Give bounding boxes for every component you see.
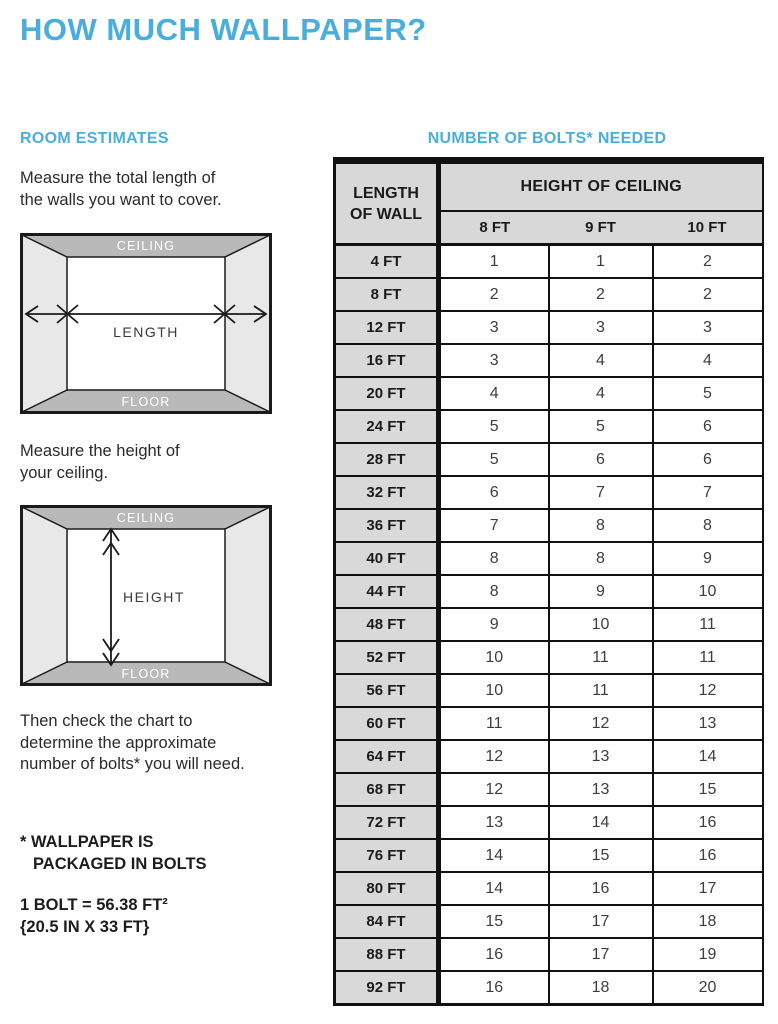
room-estimates-heading: ROOM ESTIMATES (20, 130, 169, 147)
table-row (335, 641, 763, 674)
bolt-count-cell: 2 (549, 278, 653, 311)
left-wall-panel (22, 507, 67, 684)
bolt-count-cell: 8 (549, 509, 653, 542)
height-of-ceiling-header: HEIGHT OF CEILING (439, 161, 763, 212)
bolt-count-cell: 11 (549, 641, 653, 674)
table-row (335, 938, 763, 971)
wall-length-cell: 12 FT (335, 311, 439, 344)
bolt-count-cell: 2 (653, 245, 763, 279)
wall-length-cell: 20 FT (335, 377, 439, 410)
height-room-diagram (20, 505, 272, 686)
instruction-line: determine the approximate (20, 733, 217, 752)
table-row (335, 245, 763, 279)
floor-label: FLOOR (121, 667, 171, 681)
column-header-8ft: 8 FT (439, 211, 549, 245)
bolt-count-cell: 12 (439, 773, 549, 806)
bolt-count-cell: 11 (653, 641, 763, 674)
wall-length-cell: 64 FT (335, 740, 439, 773)
bolt-count-cell: 17 (549, 905, 653, 938)
column-header-9ft: 9 FT (549, 211, 653, 245)
bolt-count-cell: 8 (439, 542, 549, 575)
wall-length-cell: 44 FT (335, 575, 439, 608)
footnote-line: {20.5 IN X 33 FT} (20, 918, 150, 936)
column-header-10ft: 10 FT (653, 211, 763, 245)
bolts-needed-table (333, 157, 764, 1006)
wall-length-cell: 80 FT (335, 872, 439, 905)
header-line: LENGTH (353, 184, 419, 202)
bolt-count-cell: 5 (439, 443, 549, 476)
wall-length-cell: 48 FT (335, 608, 439, 641)
wall-length-cell: 56 FT (335, 674, 439, 707)
bolt-count-cell: 13 (439, 806, 549, 839)
table-row (335, 740, 763, 773)
ceiling-label: CEILING (116, 239, 176, 253)
bolt-count-cell: 17 (549, 938, 653, 971)
wall-length-cell: 36 FT (335, 509, 439, 542)
table-row (335, 971, 763, 1005)
bolt-count-cell: 9 (439, 608, 549, 641)
bolt-count-cell: 16 (653, 839, 763, 872)
footnote-line: * WALLPAPER IS (20, 833, 154, 851)
footnote-line: 1 BOLT = 56.38 FT² (20, 896, 168, 914)
bolt-count-cell: 11 (439, 707, 549, 740)
check-chart-instruction (20, 711, 320, 776)
table-row (335, 542, 763, 575)
wall-length-cell: 84 FT (335, 905, 439, 938)
table-row (335, 872, 763, 905)
instruction-line: Measure the total length of (20, 169, 216, 187)
table-row (335, 905, 763, 938)
bolt-count-cell: 15 (653, 773, 763, 806)
bolt-count-cell: 14 (653, 740, 763, 773)
bolt-count-cell: 3 (549, 311, 653, 344)
bolts-needed-heading: NUMBER OF BOLTS* NEEDED (427, 130, 667, 147)
instruction-line: number of bolts* you will need. (20, 755, 245, 773)
bolt-count-cell: 20 (653, 971, 763, 1005)
bolt-count-cell: 2 (653, 278, 763, 311)
wall-length-cell: 60 FT (335, 707, 439, 740)
right-wall-panel (225, 507, 270, 684)
wall-length-cell: 32 FT (335, 476, 439, 509)
table-row (335, 377, 763, 410)
bolt-count-cell: 6 (653, 443, 763, 476)
bolt-count-cell: 17 (653, 872, 763, 905)
measure-height-instruction (20, 441, 320, 484)
table-row (335, 608, 763, 641)
bolt-count-cell: 10 (549, 608, 653, 641)
table-row (335, 509, 763, 542)
table-row (335, 443, 763, 476)
length-label: LENGTH (113, 324, 179, 340)
table-row (335, 674, 763, 707)
bolt-count-cell: 6 (549, 443, 653, 476)
wall-length-cell: 40 FT (335, 542, 439, 575)
wall-length-cell: 16 FT (335, 344, 439, 377)
bolt-count-cell: 3 (439, 311, 549, 344)
wall-length-cell: 4 FT (335, 245, 439, 279)
bolt-count-cell: 8 (653, 509, 763, 542)
table-row (335, 410, 763, 443)
bolt-count-cell: 15 (439, 905, 549, 938)
left-wall-panel (22, 235, 67, 412)
bolt-count-cell: 14 (439, 872, 549, 905)
instruction-line: the walls you want to cover. (20, 190, 222, 209)
table-row (335, 806, 763, 839)
bolt-count-cell: 7 (549, 476, 653, 509)
bolt-count-cell: 4 (653, 344, 763, 377)
bolt-count-cell: 7 (439, 509, 549, 542)
bolt-count-cell: 10 (653, 575, 763, 608)
bolt-count-cell: 9 (549, 575, 653, 608)
table-row (335, 476, 763, 509)
instruction-line: Measure the height of (20, 442, 180, 460)
table-row (335, 311, 763, 344)
bolt-count-cell: 14 (439, 839, 549, 872)
bolt-count-cell: 15 (549, 839, 653, 872)
bolt-count-cell: 16 (653, 806, 763, 839)
wall-length-cell: 52 FT (335, 641, 439, 674)
bolt-count-cell: 12 (439, 740, 549, 773)
bolt-count-cell: 4 (549, 344, 653, 377)
bolt-count-cell: 8 (439, 575, 549, 608)
bolt-count-cell: 4 (549, 377, 653, 410)
table-row (335, 707, 763, 740)
floor-label: FLOOR (121, 395, 171, 409)
wall-length-cell: 24 FT (335, 410, 439, 443)
height-label: HEIGHT (123, 589, 185, 605)
wall-length-cell: 28 FT (335, 443, 439, 476)
bolt-count-cell: 12 (653, 674, 763, 707)
bolt-count-cell: 3 (439, 344, 549, 377)
header-line: OF WALL (350, 205, 422, 223)
table-row (335, 773, 763, 806)
bolt-count-cell: 8 (549, 542, 653, 575)
bolt-count-cell: 1 (549, 245, 653, 279)
wall-length-cell: 68 FT (335, 773, 439, 806)
bolt-count-cell: 19 (653, 938, 763, 971)
bolt-count-cell: 14 (549, 806, 653, 839)
bolt-count-cell: 6 (439, 476, 549, 509)
bolt-count-cell: 13 (549, 773, 653, 806)
instruction-line: Then check the chart to (20, 712, 193, 730)
bolt-count-cell: 5 (549, 410, 653, 443)
bolt-count-cell: 16 (439, 938, 549, 971)
page-title: HOW MUCH WALLPAPER? (20, 12, 427, 47)
bolt-count-cell: 18 (653, 905, 763, 938)
bolt-count-cell: 12 (549, 707, 653, 740)
ceiling-label: CEILING (116, 511, 176, 525)
table-row (335, 839, 763, 872)
instruction-line: your ceiling. (20, 463, 109, 482)
bolt-count-cell: 1 (439, 245, 549, 279)
bolt-count-cell: 5 (653, 377, 763, 410)
measure-length-instruction (20, 168, 320, 211)
length-of-wall-header (335, 161, 439, 245)
wall-length-cell: 76 FT (335, 839, 439, 872)
bolt-count-cell: 7 (653, 476, 763, 509)
table-row (335, 575, 763, 608)
bolt-count-cell: 5 (439, 410, 549, 443)
bolt-count-cell: 11 (549, 674, 653, 707)
bolt-count-cell: 13 (549, 740, 653, 773)
bolt-count-cell: 9 (653, 542, 763, 575)
table-header-row (335, 161, 763, 212)
length-room-diagram (20, 233, 272, 414)
bolt-count-cell: 18 (549, 971, 653, 1005)
table-row (335, 344, 763, 377)
bolt-count-cell: 16 (549, 872, 653, 905)
bolt-count-cell: 6 (653, 410, 763, 443)
bolt-count-cell: 11 (653, 608, 763, 641)
wallpaper-bolts-footnote (20, 831, 320, 875)
bolt-count-cell: 3 (653, 311, 763, 344)
right-wall-panel (225, 235, 270, 412)
bolt-count-cell: 2 (439, 278, 549, 311)
bolt-count-cell: 13 (653, 707, 763, 740)
bolt-count-cell: 4 (439, 377, 549, 410)
bolt-count-cell: 16 (439, 971, 549, 1005)
footnote-line: PACKAGED IN BOLTS (33, 855, 207, 873)
wall-length-cell: 8 FT (335, 278, 439, 311)
wall-length-cell: 72 FT (335, 806, 439, 839)
wall-length-cell: 92 FT (335, 971, 439, 1005)
bolt-table-body (335, 245, 763, 1005)
bolt-size-footnote (20, 894, 320, 938)
wall-length-cell: 88 FT (335, 938, 439, 971)
table-row (335, 278, 763, 311)
bolt-count-cell: 10 (439, 641, 549, 674)
bolt-count-cell: 10 (439, 674, 549, 707)
